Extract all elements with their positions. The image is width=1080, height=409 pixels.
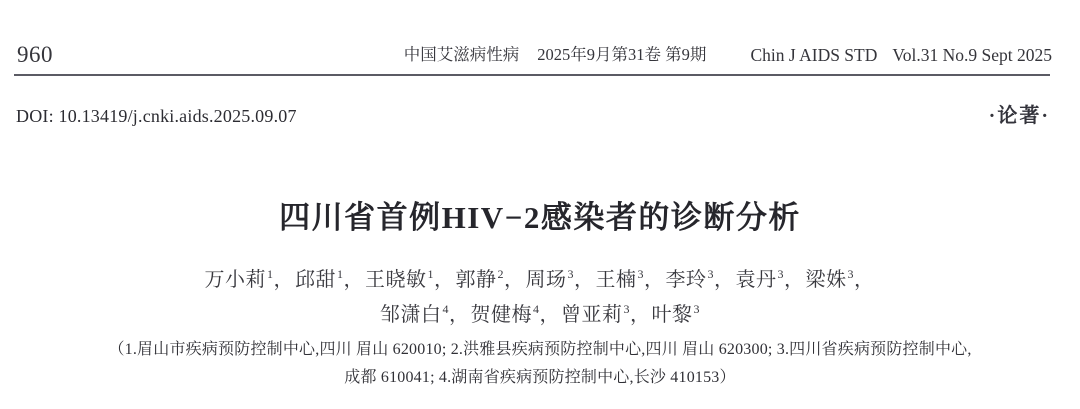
author-separator: ， xyxy=(273,269,294,291)
author-name: 叶黎 xyxy=(651,304,693,326)
affiliation-line-2: 成都 610041; 4.湖南省疾病预防控制中心,长沙 410153） xyxy=(344,369,736,386)
author-name: 袁丹 xyxy=(735,269,777,291)
author-affiliation-sup: 3 xyxy=(567,267,574,282)
author-name: 李玲 xyxy=(665,269,707,291)
author-separator: ， xyxy=(434,269,455,291)
journal-info-cn xyxy=(404,41,707,65)
author-separator: ， xyxy=(504,269,525,291)
author-name: 王楠 xyxy=(595,269,637,291)
author-affiliation-sup: 4 xyxy=(533,302,540,317)
author-separator: ， xyxy=(630,304,651,326)
author-affiliation-sup: 1 xyxy=(337,267,344,282)
author-name: 曾亚莉 xyxy=(561,304,623,326)
journal-name-en: Chin J AIDS STD xyxy=(750,45,878,65)
affiliation-line-1: （1.眉山市疾病预防控制中心,四川 眉山 620010; 2.洪雅县疾病预防控制中心,四川 眉山 620300; 3.四川省疾病预防控制中心, xyxy=(108,341,972,358)
author-separator: ， xyxy=(539,304,560,326)
author-name: 王晓敏 xyxy=(365,269,427,291)
author-affiliation-sup: 3 xyxy=(707,267,714,282)
journal-issue-cn: 2025年9月第31卷 第9期 xyxy=(537,45,707,64)
author-separator: ， xyxy=(854,269,875,291)
article-title: 四川省首例HIV−2感染者的诊断分析 xyxy=(279,200,801,235)
author-affiliation-sup: 3 xyxy=(847,267,854,282)
author-affiliation-sup: 2 xyxy=(497,267,504,282)
author-line-1 xyxy=(0,263,1080,292)
author-separator: ， xyxy=(574,269,595,291)
author-name: 贺健梅 xyxy=(470,304,532,326)
journal-name-cn: 中国艾滋病性病 xyxy=(403,45,520,64)
author-name: 邹潇白 xyxy=(380,304,442,326)
author-separator: ， xyxy=(784,269,805,291)
page-number: 960 xyxy=(17,42,53,67)
author-name: 周玚 xyxy=(525,269,567,291)
author-affiliation-sup: 4 xyxy=(442,302,449,317)
author-affiliation-sup: 3 xyxy=(777,267,784,282)
author-affiliation-sup: 3 xyxy=(623,302,630,317)
doi-text: DOI: 10.13419/j.cnki.aids.2025.09.07 xyxy=(16,106,297,126)
author-affiliation-sup: 1 xyxy=(427,267,434,282)
author-affiliation-sup: 3 xyxy=(637,267,644,282)
author-separator: ， xyxy=(714,269,735,291)
author-name: 梁姝 xyxy=(805,269,847,291)
author-name: 郭静 xyxy=(455,269,497,291)
meta-row xyxy=(16,99,1050,128)
running-header xyxy=(16,40,1052,68)
author-separator: ， xyxy=(644,269,665,291)
article-type-badge: ·论著· xyxy=(988,105,1050,127)
author-separator: ， xyxy=(343,269,364,291)
author-name: 邱甜 xyxy=(295,269,336,291)
author-name: 万小莉 xyxy=(204,269,266,291)
header-divider xyxy=(14,74,1050,76)
author-separator: ， xyxy=(449,304,470,326)
author-affiliation-sup: 3 xyxy=(693,302,700,317)
journal-issue-en: Vol.31 No.9 Sept 2025 xyxy=(892,45,1052,65)
author-affiliation-sup: 1 xyxy=(267,267,274,282)
author-line-2 xyxy=(0,298,1080,327)
journal-info-en xyxy=(750,45,1052,66)
